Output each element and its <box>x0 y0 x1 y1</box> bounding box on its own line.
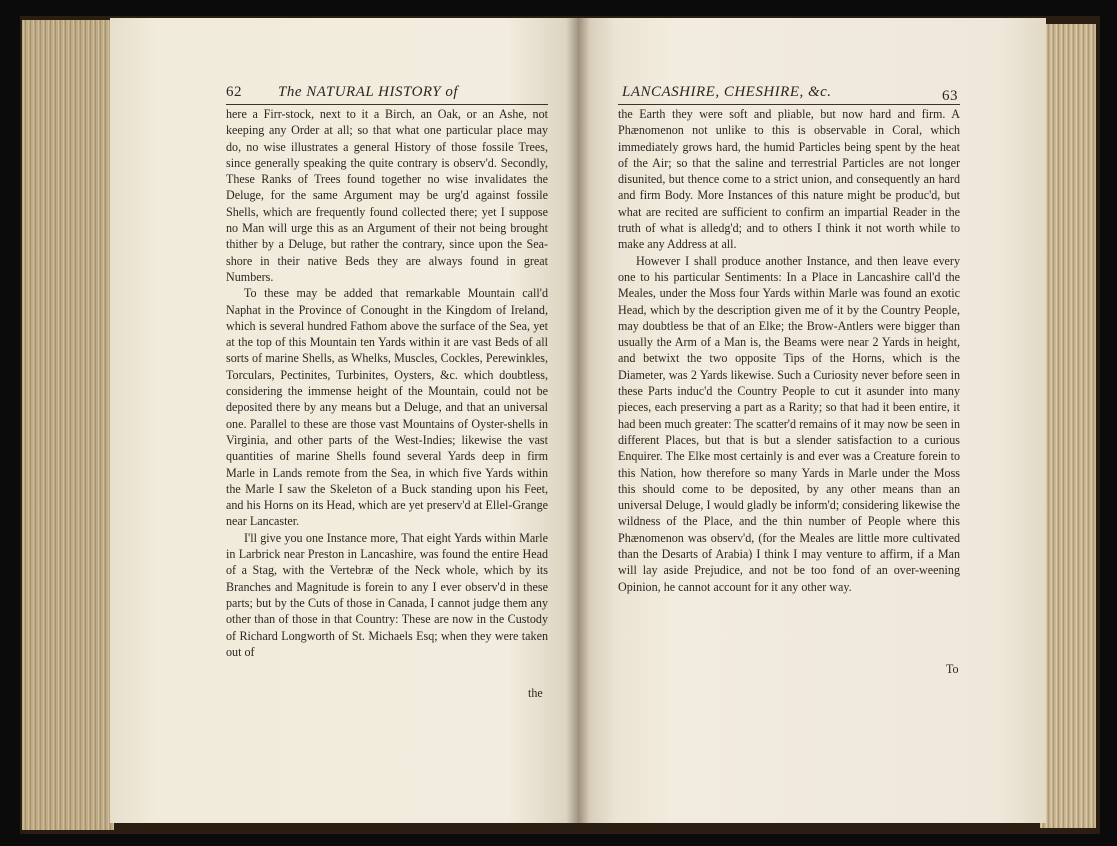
right-page <box>578 18 1046 823</box>
right-catchword: To <box>946 662 959 676</box>
right-page-edges <box>1040 24 1096 828</box>
right-header-rule <box>618 104 960 105</box>
right-page-number: 63 <box>942 88 958 104</box>
right-running-head: LANCASHIRE, CHESHIRE, &c. <box>622 84 832 100</box>
right-paragraph: However I shall produce another Instance, and then leave every one to his particular Sentiments: In a Place in Lancashire call'd the Meales, under the Moss four Yards within Marle was found an exotic Head, which by the description given me of it by the Country People, may doubtless be that of an Elke; the Brow-Antlers were bigger than usually the Arm of a Man is, the Beams were near 2 Yards in height, and betwixt the two opposite Tips of the Horns, which is the Diameter, was 2 Yards likewise. Such a Curiosity never before seen in these Parts induc'd the Country People to cut it asunder into many pieces, each preserving a part as a Rarity; so that had it been entire, it had been much greater: The scatter'd remains of it may now be seen in different Places, but that is but a slender satisfaction to a curious Enquirer. The Elke most certainly is and ever was a Creature forein to this Nation, how therefore so many Yards in Marle under the Moss this should come to be deposited, by any other means than an universal Deluge, I would gladly be inform'd; considering likewise the wildness of the Place, and the thin number of People where this Phænomenon was observ'd, (for the Meales are little more cultivated than the Desarts of Arabia) I think I may venture to affirm, if a Man will lay aside Prejudice, and not be too fond of an over-weening Opinion, he cannot account for it any other way. <box>618 253 960 594</box>
left-catchword: the <box>528 686 543 700</box>
right-paragraph: the Earth they were soft and pliable, but now hard and firm. A Phænomenon not unlike to this is observable in Coral, which immediately grows hard, the humid Particles being spent by the heat of the Air; so that the saline and terrestrial Particles are not longer disunited, but thence come to a strict union, and consequently an hard and firm Body. More Instances of this nature might be produc'd, but what are recited are sufficient to confirm an impartial Reader in the truth of what is alledg'd; and to others I think it not worth while to make any Address at all. <box>618 107 960 252</box>
left-header-rule <box>226 104 548 105</box>
right-body-text <box>618 106 960 595</box>
left-page-edges <box>22 20 114 830</box>
left-page-number: 62 <box>226 84 242 100</box>
book-gutter <box>566 18 590 823</box>
left-paragraph: To these may be added that remarkable Mountain call'd Naphat in the Province of Conought in the Kingdom of Ireland, which is several hundred Fathom above the surface of the Sea, yet at the top of this Mountain ten Yards within it are vast Beds of all sorts of marine Shells, as Whelks, Muscles, Cockles, Perewinkles, Torculars, Pectinites, Turbinites, Oysters, &c. which doubtless, considering the immense height of the Mountain, could not be deposited there by any means but a Deluge, and that an universal one. Parallel to these are those vast Mountains of Oyster-shells in Virginia, and other parts of the West-Indies; likewise the vast quantities of marine Shells found several Yards deep in firm Marle in Lands remote from the Sea, in which five Yards within the Marle I saw the Skeleton of a Buck standing upon his Feet, and his Horns on its Head, which are yet preserv'd at Ellel-Grange near Lancaster. <box>226 286 548 529</box>
left-paragraph: I'll give you one Instance more, That eight Yards within Marle in Larbrick near Preston in Lancashire, was found the entire Head of a Stag, with the Vertebræ of the Neck whole, which by its Branches and Magnitude is forein to any I ever observ'd in these parts; but by the Cuts of those in Canada, I cannot judge them any other than of those in that Country: These are now in the Custody of Richard Longworth of St. Michaels Esq; when they were taken out of <box>226 530 548 659</box>
left-running-head: The NATURAL HISTORY of <box>278 84 459 100</box>
left-page <box>110 18 578 823</box>
left-paragraph: here a Firr-stock, next to it a Birch, an Oak, or an Ashe, not keeping any Order at all; so that what one particular place may do, no wise illustrates a general History of those fossile Trees, since generally speaking the quite contrary is observ'd. Secondly, These Ranks of Trees found together no wise invalidates the Deluge, for the same Argument may be urg'd against fossile Shells, which are frequently found collected there; yet I suppose no Man will urge this as an Argument of their not being brought thither by a Deluge, but rather the contrary, since upon the Sea-shore in their native Beds they are always found in great Numbers. <box>226 107 548 284</box>
left-body-text <box>226 106 548 660</box>
